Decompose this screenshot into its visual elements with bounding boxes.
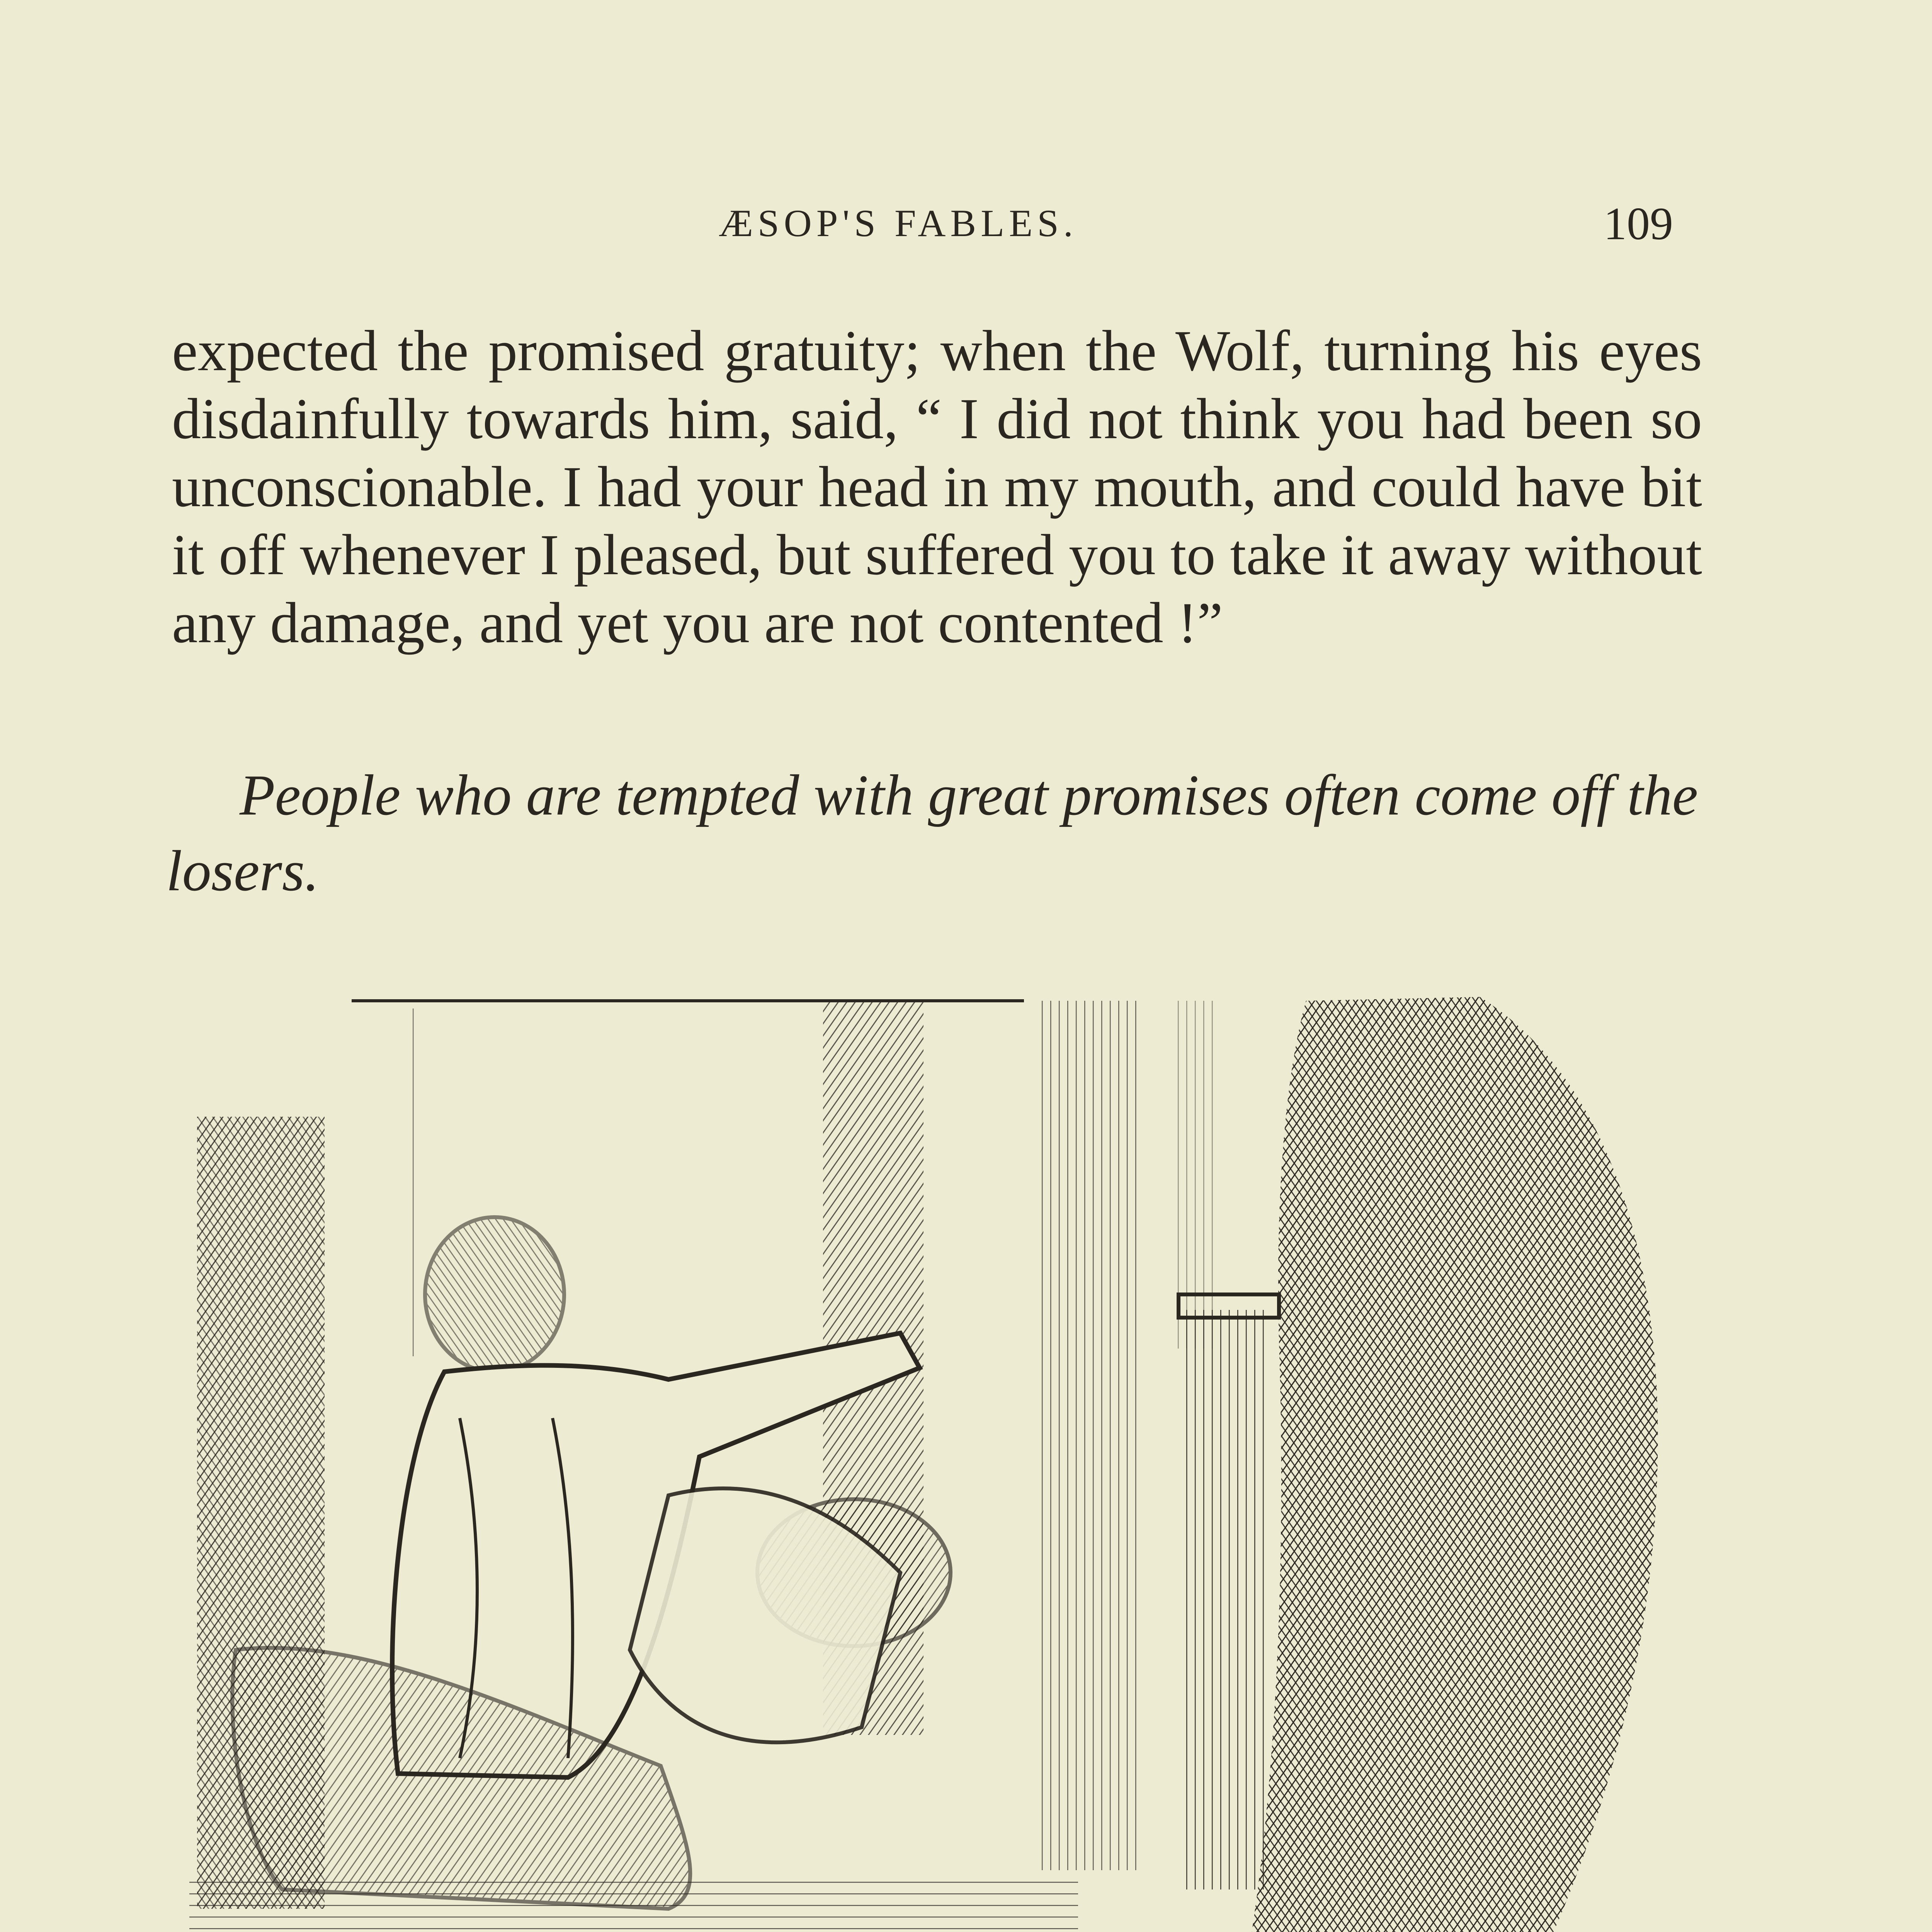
running-title: ÆSOP'S FABLES. [719,202,1078,245]
dark-rock-mass [1244,997,1658,1932]
page-number: 109 [1604,198,1673,249]
paragraph-wolf-ending: expected the promised gratuity; when the Wolf, turning his eyes disdainfully towards him, said, “ I did not think you had been so unconscionable. I had your head in my mouth, and could have bit it off whenever I pleased, but suffered you to take it away without any damage, and yet you are not contented !” [172,319,1702,655]
engraving-illustration [166,954,1735,1932]
running-header [0,198,1932,255]
stone-column [1179,1294,1279,1889]
fable-moral: People who are tempted with great promises often come off the losers. [166,763,1698,903]
